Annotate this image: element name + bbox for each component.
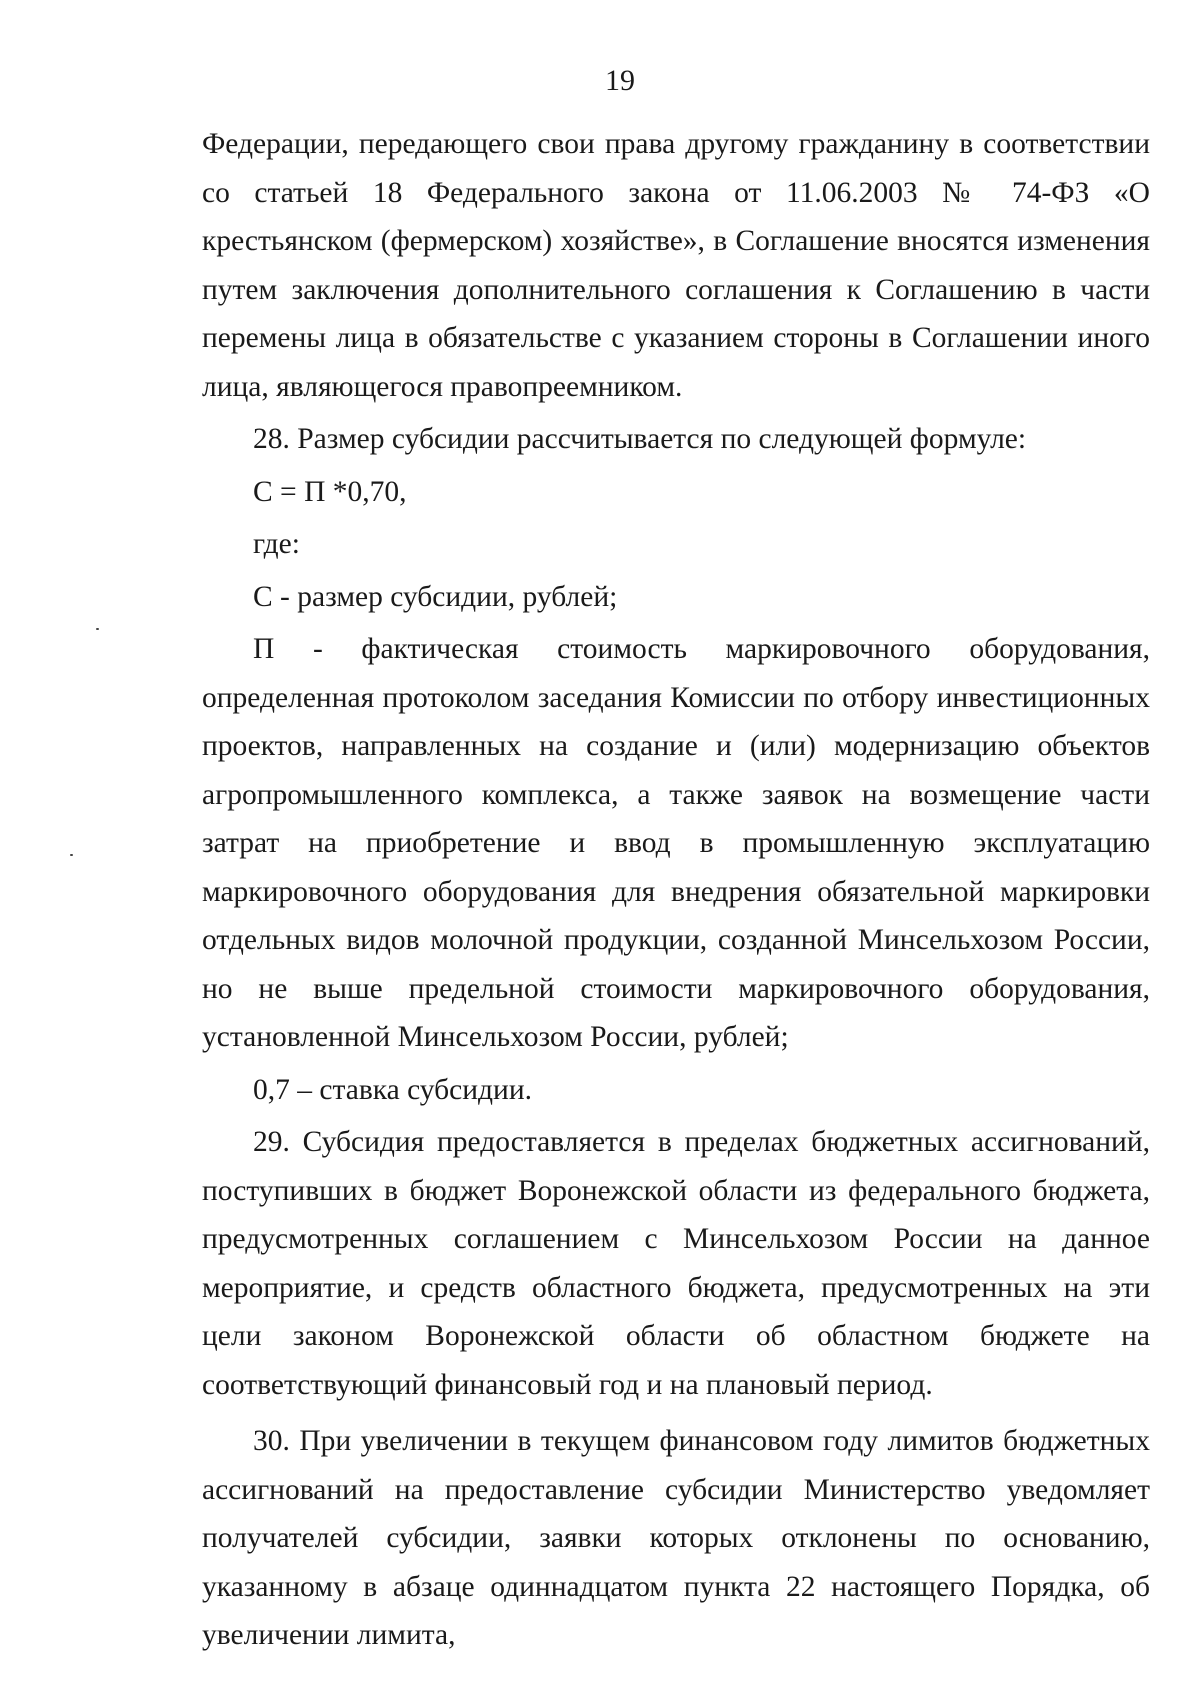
paragraph-29: 29. Субсидия предоставляется в пределах бюджетных ассигнований, поступивших в бюджет Воронежской области из федерального бюджета, предусмотренных соглашением с Минсельхозом России на данное мероприятие, и средств областного бюджета, предусмотренных на эти цели законом Воронежской области об областном бюджете на соответствующий финансовый год и на плановый период. (202, 1126, 1150, 1401)
scan-speck (70, 854, 73, 856)
paragraph-continuation: Федерации, передающего свои права другому гражданину в соответствии со статьей 18 Федерального закона от 11.06.2003 № 74-ФЗ «О крестьянском (фермерском) хозяйстве», в Соглашение вносятся изменения путем заключения дополнительного соглашения к Соглашению в части перемены лица в обязательстве с указанием стороны в Соглашении иного лица, являющегося правопреемником. (202, 128, 1150, 403)
definition-c: С - размер субсидии, рублей; (253, 580, 618, 613)
page-number: 19 (605, 64, 635, 97)
definition-p: П - фактическая стоимость маркировочного оборудования, определенная протоколом заседания Комиссии по отбору инвестиционных проектов, направленных на создание и (или) модернизацию объектов агропромышленного комплекса, а также заявок на возмещение части затрат на приобретение и ввод в промышленную эксплуатацию маркировочного оборудования для внедрения обязательной маркировки отдельных видов молочной продукции, созданной Минсельхозом России, но не выше предельной стоимости маркировочного оборудования, установленной Минсельхозом России, рублей; (202, 633, 1150, 1053)
definition-rate: 0,7 – ставка субсидии. (253, 1073, 533, 1106)
formula: С = П *0,70, (253, 475, 407, 508)
paragraph-28: 28. Размер субсидии рассчитывается по следующей формуле: (253, 423, 1027, 455)
scan-speck (96, 628, 99, 630)
document-body (202, 120, 1150, 1660)
paragraph-30: 30. При увеличении в текущем финансовом году лимитов бюджетных ассигнований на предоставление субсидии Министерство уведомляет получателей субсидии, заявки которых отклонены по основанию, указанному в абзаце одиннадцатом пункта 22 настоящего Порядка, об увеличении лимита, (202, 1425, 1150, 1651)
formula-where: где: (253, 528, 300, 560)
